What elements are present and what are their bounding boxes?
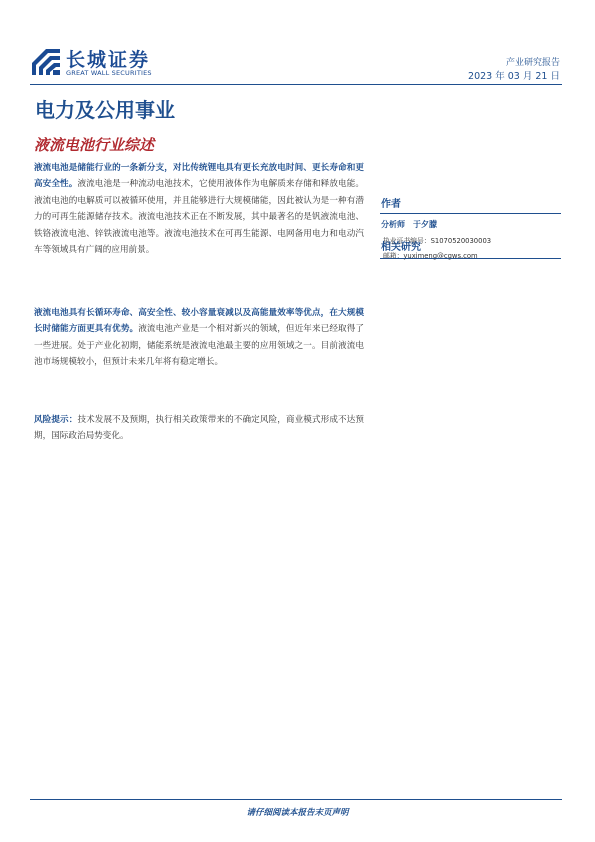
- analyst-role: 分析师: [381, 220, 405, 229]
- related-header-label: 相关研究: [381, 242, 421, 253]
- header-divider: [30, 84, 562, 85]
- logo-name-cn: 长城证券: [66, 49, 151, 71]
- company-logo: [30, 45, 155, 79]
- related-research-header: [380, 236, 561, 256]
- footer-disclaimer[interactable]: 请仔细阅读本报告末页声明: [246, 808, 349, 818]
- summary-paragraph-2: [34, 305, 364, 371]
- paragraph-lead: 液流电池具有长循环寿命、高安全性、较小容量衰减以及高能量效率等优点，在大规模长时储能方面更具有优势。: [34, 308, 364, 335]
- certificate-number: 执业证书编号：S1070520030003: [383, 237, 492, 245]
- risk-text: 技术发展不及预期，执行相关政策带来的不确定风险，商业模式形成不达预期，国际政治局势变化。: [34, 415, 364, 442]
- paragraph-body: 液流电池是一种流动电池技术，它使用液体作为电解质来存储和释放电能。液流电池的电解质可以被循环使用，并且能够进行大规模储能，因此被认为是一种有潜力的可再生能源储存技术。液流电池技术正在不断发展，其中最著名的是钒液流电池、铁铬液流电池、锌铁液流电池等。液流电池技术在可再生能源、电网备用电力和电动汽车等领域具有广阔的应用前景。: [34, 179, 364, 256]
- analyst-name: 于夕朦: [413, 220, 437, 229]
- sector-title: 电力及公用事业: [35, 98, 175, 122]
- paragraph-lead: 液流电池是储能行业的一条新分支，对比传统锂电具有更长充放电时间、更长寿命和更高安全性。: [34, 163, 364, 190]
- analyst-line: [381, 219, 437, 230]
- paragraph-body: 液流电池产业是一个相对新兴的领域，但近年来已经取得了一些进展。处于产业化初期，储能系统是液流电池最主要的应用领域之一。目前液流电池市场规模较小，但预计未来几年将有稳定增长。: [34, 324, 364, 368]
- risk-warning: [34, 412, 364, 445]
- related-divider: [380, 258, 561, 259]
- author-section-header: [380, 193, 561, 214]
- footer-divider: [30, 799, 562, 800]
- summary-paragraph-1: [34, 160, 364, 258]
- risk-label: 风险提示：: [34, 415, 78, 425]
- analyst-email[interactable]: 邮箱：yuximeng@cgws.com: [383, 252, 478, 260]
- report-type: 产业研究报告: [505, 58, 560, 68]
- report-date: 2023 年 03 月 21 日: [468, 71, 560, 82]
- author-header-label: 作者: [381, 199, 401, 210]
- logo-name-en: GREAT WALL SECURITIES: [66, 69, 152, 77]
- logo-mark-icon: [30, 45, 62, 77]
- report-title: 液流电池行业综述: [34, 136, 155, 154]
